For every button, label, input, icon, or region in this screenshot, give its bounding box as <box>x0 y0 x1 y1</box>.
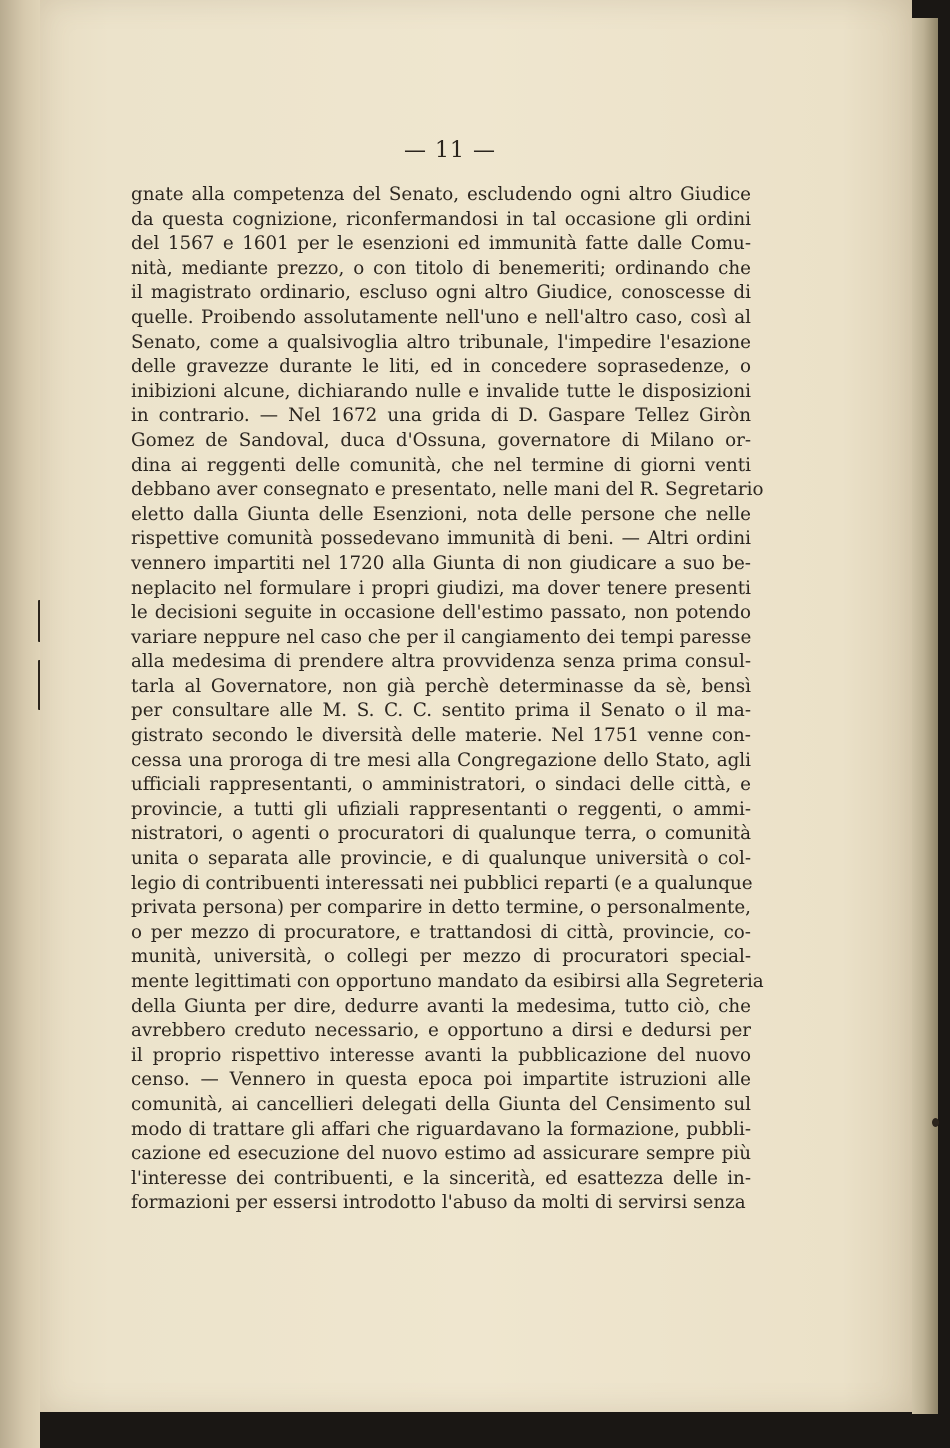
text-line: modo di trattare gli affari che riguardavano la formazione, pubbli- <box>131 1118 751 1140</box>
text-line: unita o separata alle provincie, e di qualunque università o col- <box>131 848 751 870</box>
text-line: del 1567 e 1601 per le esenzioni ed immunità fatte dalle Comu- <box>131 233 751 255</box>
text-line: tarla al Governatore, non già perchè determinasse da sè, bensì <box>131 675 751 697</box>
text-line: in contrario. — Nel 1672 una grida di D. Gaspare Tellez Giròn <box>131 405 751 427</box>
text-line: privata persona) per comparire in detto termine, o personalmente, <box>131 897 751 919</box>
body-text <box>131 183 764 1216</box>
text-line: nistratori, o agenti o procuratori di qualunque terra, o comunità <box>131 823 751 845</box>
text-line: il proprio rispettivo interesse avanti la pubblicazione del nuovo <box>131 1044 751 1066</box>
text-line: o per mezzo di procuratore, e trattandosi di città, provincie, co- <box>131 921 751 943</box>
text-line: inibizioni alcune, dichiarando nulle e invalide tutte le disposizioni <box>131 380 751 402</box>
text-line: gistrato secondo le diversità delle materie. Nel 1751 venne con- <box>131 725 751 747</box>
text-line: alla medesima di prendere altra provvidenza senza prima consul- <box>131 651 751 673</box>
text-line: dina ai reggenti delle comunità, che nel termine di giorni venti <box>131 454 751 476</box>
text-line: le decisioni seguite in occasione dell'estimo passato, non potendo <box>131 602 751 624</box>
text-line: rispettive comunità possedevano immunità di beni. — Altri ordini <box>131 528 751 550</box>
text-line: per consultare alle M. S. C. C. sentito prima il Senato o il ma- <box>131 700 751 722</box>
text-line: il magistrato ordinario, escluso ogni altro Giudice, conoscesse di <box>131 282 751 304</box>
text-line: quelle. Proibendo assolutamente nell'uno e nell'altro caso, così al <box>131 306 751 328</box>
text-line: da questa cognizione, riconfermandosi in tal occasione gli ordini <box>131 208 751 230</box>
text-line: delle gravezze durante le liti, ed in concedere soprasedenze, o <box>131 356 751 378</box>
binding-gutter <box>0 0 40 1448</box>
text-line: debbano aver consegnato e presentato, nelle mani del R. Segretario <box>131 479 764 501</box>
text-line: nità, mediante prezzo, o con titolo di benemeriti; ordinando che <box>131 257 751 279</box>
text-line: cazione ed esecuzione del nuovo estimo ad assicurare sempre più <box>131 1143 751 1165</box>
text-line: provincie, a tutti gli ufiziali rappresentanti o reggenti, o ammi- <box>131 798 751 820</box>
text-line: Senato, come a qualsivoglia altro tribunale, l'impedire l'esazione <box>131 331 751 353</box>
text-line: formazioni per essersi introdotto l'abuso da molti di servirsi senza <box>131 1192 746 1214</box>
text-line: eletto dalla Giunta delle Esenzioni, nota delle persone che nelle <box>131 503 751 525</box>
edge-mark <box>932 1118 939 1127</box>
text-line: avrebbero creduto necessario, e opportuno a dirsi e dedursi per <box>131 1020 751 1042</box>
text-line: Gomez de Sandoval, duca d'Ossuna, governatore di Milano or- <box>131 429 751 451</box>
text-line: neplacito nel formulare i propri giudizi, ma dover tenere presenti <box>131 577 751 599</box>
page-edge <box>912 18 938 1414</box>
text-line: ufficiali rappresentanti, o amministratori, o sindaci delle città, e <box>131 774 751 796</box>
text-line: comunità, ai cancellieri delegati della Giunta del Censimento sul <box>131 1093 751 1115</box>
text-line: vennero impartiti nel 1720 alla Giunta di non giudicare a suo be- <box>131 552 751 574</box>
text-line: cessa una proroga di tre mesi alla Congregazione dello Stato, agli <box>131 749 751 771</box>
text-line: mente legittimati con opportuno mandato da esibirsi alla Segreteria <box>131 971 764 992</box>
text-line: legio di contribuenti interessati nei pubblici reparti (e a qualunque <box>131 872 753 894</box>
text-line: della Giunta per dire, dedurre avanti la medesima, tutto ciò, che <box>131 995 751 1017</box>
text-line: gnate alla competenza del Senato, escludendo ogni altro Giudice <box>131 184 751 205</box>
text-line: munità, università, o collegi per mezzo di procuratori special- <box>131 946 751 968</box>
text-line: censo. — Vennero in questa epoca poi impartite istruzioni alle <box>131 1069 751 1091</box>
text-line: l'interesse dei contribuenti, e la sincerità, ed esattezza delle in- <box>131 1167 751 1189</box>
text-line: variare neppure nel caso che per il cangiamento dei tempi paresse <box>131 626 752 648</box>
page-number: — 11 — <box>404 138 496 163</box>
